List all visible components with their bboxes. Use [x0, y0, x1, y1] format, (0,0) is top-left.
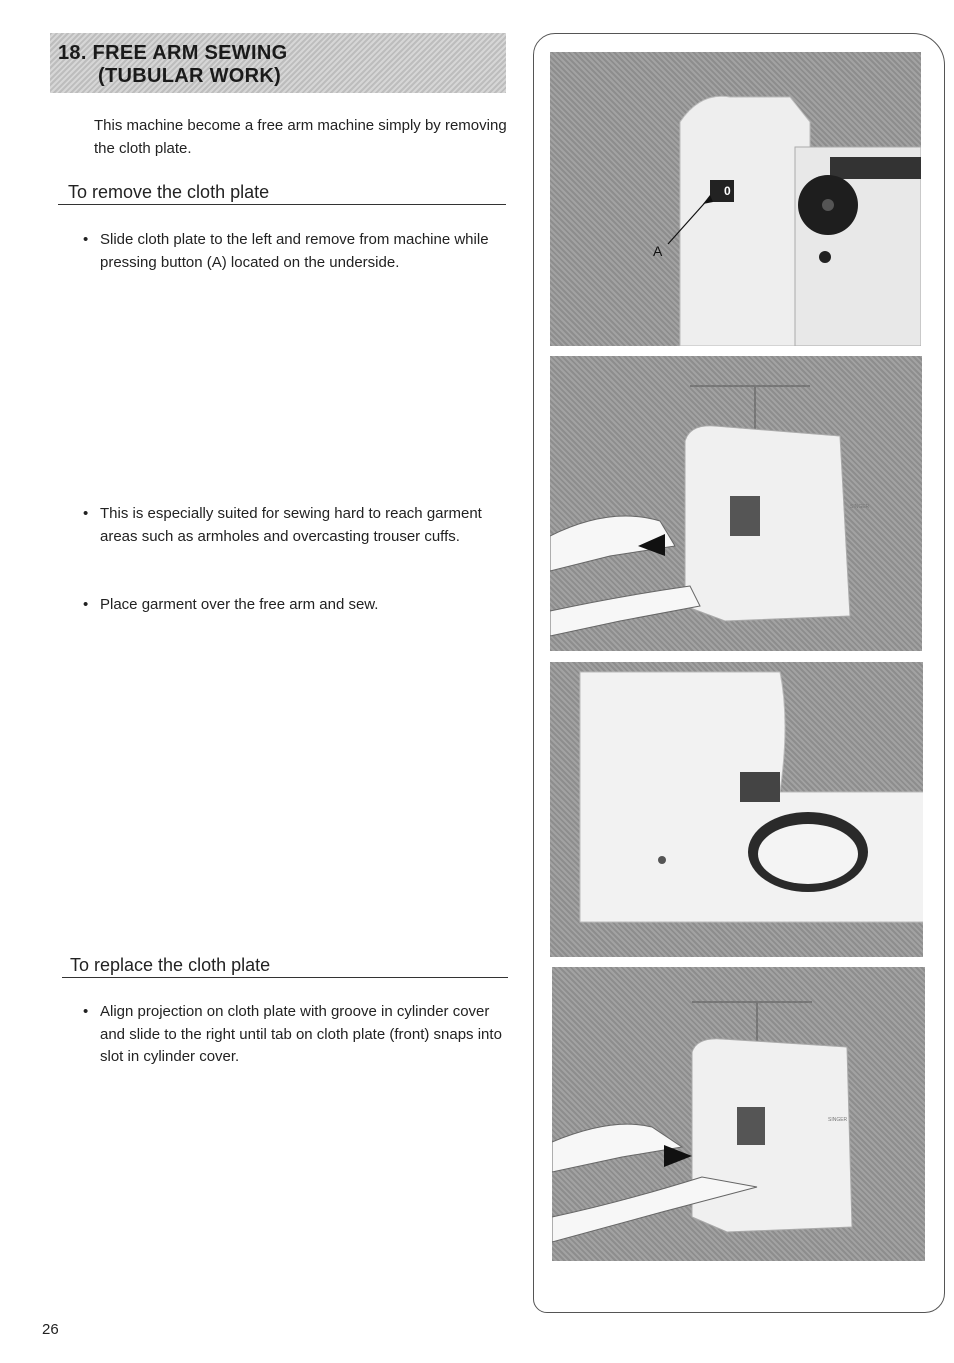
brand-label-4: SINGER — [828, 1117, 848, 1123]
photo-remove-plate — [550, 356, 922, 651]
photo-replace-plate-illustration — [552, 967, 925, 1261]
replace-subheading-text: To replace the cloth plate — [70, 955, 271, 975]
bullet-dot: • — [83, 505, 89, 522]
photo-button-a — [550, 52, 921, 346]
remove-bullet — [83, 229, 510, 274]
bullet-dot: • — [83, 1003, 89, 1020]
page-number: 26 — [42, 1321, 59, 1338]
photo-replace-plate — [552, 967, 925, 1261]
section-heading — [50, 33, 506, 93]
use-bullet-2-text: Place garment over the free arm and sew. — [100, 596, 379, 613]
remove-subheading-text: To remove the cloth plate — [68, 182, 270, 202]
brand-label-2: SINGER — [850, 504, 870, 510]
photo-button-a-illustration — [550, 52, 921, 346]
heading-line-2: (TUBULAR WORK) — [98, 65, 282, 87]
bullet-dot: • — [83, 596, 89, 613]
button-value: 0 — [724, 184, 731, 198]
heading-line-1: 18. FREE ARM SEWING — [58, 42, 288, 64]
photo-free-arm-sewing — [550, 662, 923, 957]
use-bullet-2 — [83, 594, 510, 617]
replace-subheading — [62, 955, 508, 978]
remove-subheading — [58, 182, 506, 205]
remove-bullet-text: Slide cloth plate to the left and remove from machine while pressing button (A) located on the underside. — [100, 231, 489, 271]
use-bullet-1-text: This is especially suited for sewing hard to reach garment areas such as armholes and overcasting trouser cuffs. — [100, 505, 482, 545]
photo-free-arm-illustration — [550, 662, 923, 957]
replace-bullet-text: Align projection on cloth plate with groove in cylinder cover and slide to the right until tab on cloth plate (front) snaps into slot in cylinder cover. — [100, 1003, 502, 1065]
use-bullet-1 — [83, 503, 510, 548]
intro-paragraph: This machine become a free arm machine simply by removing the cloth plate. — [94, 117, 507, 157]
bullet-dot: • — [83, 231, 89, 248]
button-label-a: A — [653, 243, 663, 259]
replace-bullet — [83, 1001, 510, 1069]
